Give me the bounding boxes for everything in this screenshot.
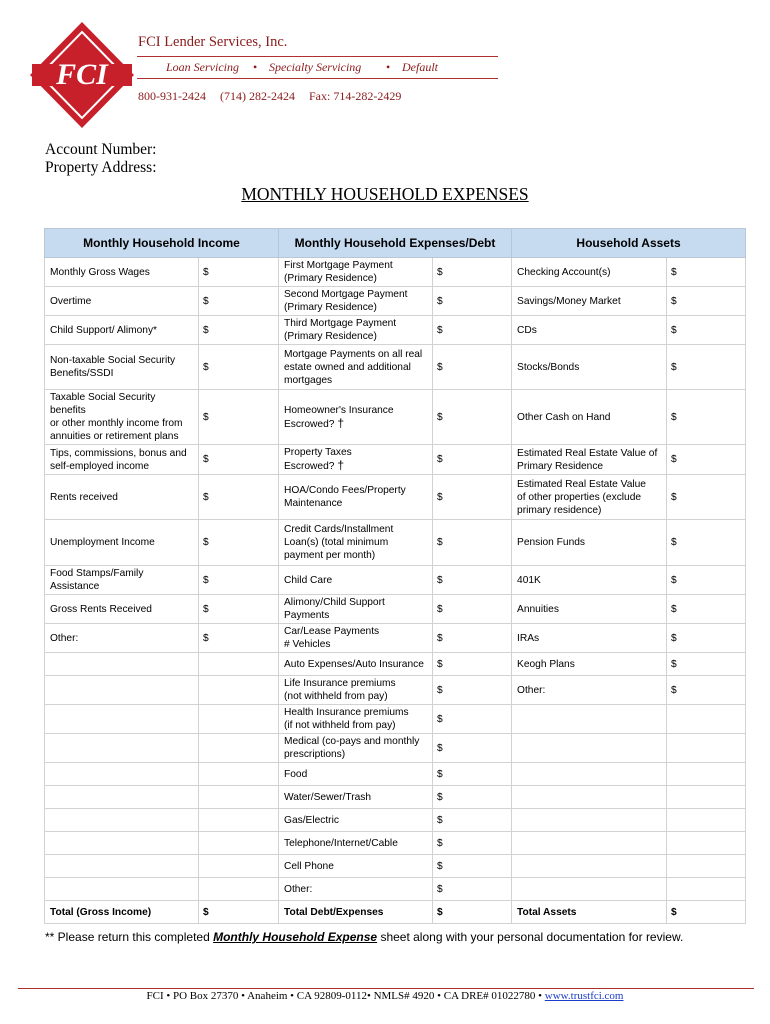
cell-text-line: Medical (co-pays and monthly [284,736,420,747]
cell-text-line: Alimony/Child Support [284,597,385,608]
expense-amount-field[interactable]: $ [433,520,512,566]
asset-label [512,595,667,624]
total-income-label: Total (Gross Income) [45,901,199,924]
asset-label [512,520,667,566]
total-assets-amount[interactable]: $ [667,901,746,924]
cell-text-line: mortgages [284,374,333,386]
income-amount-field[interactable]: $ [199,345,279,390]
asset-label [512,445,667,475]
page-title: MONTHLY HOUSEHOLD EXPENSES [241,184,529,204]
expense-amount-field[interactable]: $ [433,734,512,763]
expense-amount-field[interactable]: $ [433,786,512,809]
expense-amount-field[interactable]: $ [433,445,512,475]
cell-text-line: self-employed income [50,460,150,472]
expense-label [279,258,433,287]
cell-text-line: or other monthly income from [50,418,183,429]
note-prefix: ** Please return this completed [45,930,214,944]
cell-text-line: Other: [50,632,79,644]
cell-text-line: Primary Residence [517,460,604,472]
asset-label [512,475,667,520]
expense-label [279,705,433,734]
income-label [45,520,199,566]
income-label [45,345,199,390]
income-label [45,566,199,595]
asset-amount-field[interactable]: $ [667,676,746,705]
asset-amount-field[interactable]: $ [667,566,746,595]
asset-label [512,705,667,734]
service-bullet-1: • [253,60,258,74]
expense-label [279,734,433,763]
asset-label [512,624,667,653]
asset-amount-field[interactable]: $ [667,624,746,653]
income-amount-field[interactable]: $ [199,624,279,653]
cell-text-line: Telephone/Internet/Cable [284,837,398,849]
table-row [45,786,746,809]
note-suffix: sheet along with your personal documentation for review. [377,930,684,944]
phone-local: (714) 282-2424 [220,89,295,103]
cell-text-line: HOA/Condo Fees/Property [284,485,406,496]
cell-text-line: Overtime [50,295,92,307]
cell-text-line: primary residence) [517,504,602,516]
total-assets-label: Total Assets [512,901,667,924]
asset-amount-field [667,734,746,763]
cell-text-line: payment per month) [284,550,376,561]
dagger-icon: † [337,458,345,472]
contact-numbers [138,89,412,104]
table-row [45,390,746,445]
expense-amount-field[interactable]: $ [433,855,512,878]
asset-amount-field[interactable]: $ [667,345,746,390]
table-row [45,734,746,763]
expenses-table [44,228,746,924]
expense-amount-field[interactable]: $ [433,390,512,445]
income-amount-field[interactable]: $ [199,287,279,316]
income-amount-field [199,653,279,676]
cell-text-line: Homeowner's Insurance [284,404,394,416]
service-default: Default [402,60,438,74]
asset-label [512,653,667,676]
cell-text-line: CDs [517,324,537,336]
table-row [45,445,746,475]
cell-text-line: Property Taxes [284,447,352,458]
cell-text-line: Auto Expenses/Auto Insurance [284,658,424,670]
income-label [45,809,199,832]
asset-label [512,855,667,878]
cell-text-line: Water/Sewer/Trash [284,791,372,803]
income-amount-field [199,855,279,878]
expense-amount-field[interactable]: $ [433,345,512,390]
footer [0,990,770,1002]
income-amount-field[interactable]: $ [199,316,279,345]
income-header: Monthly Household Income [45,229,279,258]
cell-text-line: Non-taxable Social Security [50,355,176,366]
asset-amount-field[interactable]: $ [667,258,746,287]
cell-text-line: Cell Phone [284,860,334,872]
cell-text-line: Credit Cards/Installment [284,524,394,535]
asset-label [512,316,667,345]
expense-label [279,595,433,624]
dagger-icon: † [337,415,345,430]
expense-label [279,287,433,316]
cell-text-line: Pension Funds [517,537,585,548]
cell-text-line: Taxable Social Security benefits [50,392,156,416]
cell-text-line: Checking Account(s) [517,266,611,278]
expense-amount-field[interactable]: $ [433,676,512,705]
income-label [45,878,199,901]
asset-label [512,566,667,595]
expense-amount-field[interactable]: $ [433,566,512,595]
cell-text-line: Other Cash on Hand [517,411,611,423]
asset-amount-field [667,809,746,832]
cell-text-line: (Primary Residence) [284,331,377,342]
fax-number: Fax: 714-282-2429 [309,89,402,103]
income-amount-field[interactable]: $ [199,258,279,287]
asset-amount-field [667,832,746,855]
asset-label [512,390,667,445]
income-amount-field [199,878,279,901]
cell-text-line: (Primary Residence) [284,302,377,313]
asset-amount-field[interactable]: $ [667,445,746,475]
cell-text-line: Monthly Gross Wages [50,266,150,278]
table-row [45,287,746,316]
cell-text-line: Tips, commissions, bonus and [50,447,187,459]
expense-label [279,345,433,390]
cell-text-line: Child Care [284,574,333,586]
asset-amount-field[interactable]: $ [667,653,746,676]
table-row [45,705,746,734]
asset-amount-field [667,878,746,901]
expense-amount-field[interactable]: $ [433,809,512,832]
expense-label [279,624,433,653]
expense-label [279,653,433,676]
expense-amount-field[interactable]: $ [433,653,512,676]
cell-text-line: Other: [284,883,313,895]
cell-text-line: Benefits/SSDI [50,368,114,379]
cell-text-line: # Vehicles [284,639,331,650]
asset-amount-field [667,786,746,809]
cell-text-line: Keogh Plans [517,658,575,670]
asset-amount-field[interactable]: $ [667,520,746,566]
cell-text-line: Car/Lease Payments [284,626,380,637]
cell-text-line: Estimated Real Estate Value [517,478,646,490]
phone-toll-free: 800-931-2424 [138,89,206,103]
expense-label [279,855,433,878]
income-amount-field [199,809,279,832]
service-loan: Loan Servicing [166,60,239,74]
totals-row [45,901,746,924]
expenses-header: Monthly Household Expenses/Debt [279,229,512,258]
table-row [45,832,746,855]
asset-label [512,734,667,763]
expense-label [279,763,433,786]
cell-text-line: (if not withheld from pay) [284,720,396,731]
income-label [45,676,199,705]
logo-text: FCI [56,58,108,91]
expense-amount-field[interactable]: $ [433,832,512,855]
table-row [45,595,746,624]
table-row [45,566,746,595]
income-label [45,445,199,475]
cell-text-line: Other: [517,684,546,696]
expense-label [279,475,433,520]
expense-label [279,878,433,901]
income-amount-field[interactable]: $ [199,390,279,445]
expense-amount-field[interactable]: $ [433,763,512,786]
asset-label [512,832,667,855]
cell-text-line: Life Insurance premiums [284,678,396,689]
cell-text-line: Gross Rents Received [50,603,152,615]
income-amount-field [199,705,279,734]
table-row [45,676,746,705]
expense-amount-field[interactable]: $ [433,475,512,520]
income-label [45,763,199,786]
cell-text-line: First Mortgage Payment [284,260,393,271]
income-amount-field[interactable]: $ [199,566,279,595]
income-amount-field [199,786,279,809]
asset-label [512,287,667,316]
income-amount-field[interactable]: $ [199,520,279,566]
service-bullet-2: • [386,60,391,74]
table-row [45,809,746,832]
income-amount-field [199,734,279,763]
assets-header: Household Assets [512,229,746,258]
asset-label [512,809,667,832]
cell-text-line: Third Mortgage Payment [284,318,397,329]
total-income-amount[interactable]: $ [199,901,279,924]
income-label [45,855,199,878]
cell-text-line: (not withheld from pay) [284,691,388,702]
cell-text-line: Savings/Money Market [517,295,621,307]
cell-text-line: Unemployment Income [50,537,155,548]
asset-label [512,676,667,705]
asset-label [512,345,667,390]
expense-label [279,676,433,705]
income-label [45,287,199,316]
cell-text-line: annuities or retirement plans [50,431,179,442]
table-row [45,763,746,786]
table-row [45,345,746,390]
total-expenses-amount[interactable]: $ [433,901,512,924]
cell-text-line: 401K [517,574,541,586]
header-rule-top [137,56,498,57]
income-label [45,832,199,855]
expense-amount-field[interactable]: $ [433,316,512,345]
income-label [45,786,199,809]
table-row [45,258,746,287]
cell-text-line: Health Insurance premiums [284,707,409,718]
cell-text-line: Loan(s) (total minimum [284,537,389,548]
expense-amount-field[interactable]: $ [433,258,512,287]
asset-label [512,258,667,287]
income-label [45,734,199,763]
expense-label [279,566,433,595]
asset-amount-field [667,705,746,734]
asset-amount-field[interactable]: $ [667,475,746,520]
cell-text-line: Estimated Real Estate Value of [517,447,658,459]
asset-amount-field [667,763,746,786]
cell-text-line: estate owned and additional [284,361,411,373]
income-amount-field [199,676,279,705]
expense-label [279,786,433,809]
cell-text-line: Second Mortgage Payment [284,289,408,300]
income-amount-field[interactable]: $ [199,475,279,520]
table-row [45,653,746,676]
account-info [45,141,157,177]
income-label [45,475,199,520]
expense-label [279,316,433,345]
cell-text-line: Child Support/ Alimony* [50,324,158,336]
expense-amount-field[interactable]: $ [433,287,512,316]
cell-text-line: Annuities [517,603,559,615]
expense-amount-field[interactable]: $ [433,878,512,901]
cell-text-line: Escrowed? [284,461,335,472]
asset-amount-field[interactable]: $ [667,316,746,345]
header-rule-bottom [137,78,498,79]
income-label [45,258,199,287]
fci-logo [28,20,136,130]
asset-amount-field[interactable]: $ [667,595,746,624]
income-label [45,316,199,345]
cell-text-line: Mortgage Payments on all real [284,348,423,360]
income-amount-field[interactable]: $ [199,445,279,475]
footer-address: FCI • PO Box 27370 • Anaheim • CA 92809-0112• NMLS# 4920 • CA DRE# 01022780 • [146,990,545,1002]
cell-text-line: Payments [284,610,330,621]
income-label [45,653,199,676]
expense-amount-field[interactable]: $ [433,705,512,734]
table-row [45,475,746,520]
cell-text-line: of other properties (exclude [517,491,642,503]
income-amount-field[interactable]: $ [199,595,279,624]
table-row [45,520,746,566]
table-row [45,624,746,653]
property-address-label: Property Address: [45,159,157,176]
asset-amount-field[interactable]: $ [667,287,746,316]
expense-label [279,520,433,566]
asset-label [512,786,667,809]
cell-text-line: Food [284,768,308,780]
cell-text-line: Escrowed? [284,418,335,430]
cell-text-line: Maintenance [284,498,343,509]
cell-text-line: Food Stamps/Family Assistance [50,568,144,592]
expense-amount-field[interactable]: $ [433,624,512,653]
footer-rule [18,988,754,989]
expense-label [279,390,433,445]
website-link[interactable]: www.trustfci.com [544,990,624,1002]
income-label [45,595,199,624]
return-note [45,930,683,944]
cell-text-line: IRAs [517,632,540,644]
cell-text-line: prescriptions) [284,749,346,760]
income-amount-field [199,763,279,786]
expense-amount-field[interactable]: $ [433,595,512,624]
total-expenses-label: Total Debt/Expenses [279,901,433,924]
income-label [45,624,199,653]
cell-text-line: (Primary Residence) [284,273,377,284]
table-row [45,855,746,878]
cell-text-line: Rents received [50,491,118,503]
expense-label [279,832,433,855]
expense-label [279,445,433,475]
table-row [45,316,746,345]
income-label [45,390,199,445]
asset-amount-field[interactable]: $ [667,390,746,445]
income-amount-field [199,832,279,855]
cell-text-line: Stocks/Bonds [517,361,580,373]
cell-text-line: Gas/Electric [284,814,339,826]
table-row [45,878,746,901]
table-header-row [45,229,746,258]
account-number-label: Account Number: [45,141,157,158]
asset-label [512,763,667,786]
note-emphasis: Monthly Household Expense [213,930,378,944]
company-name: FCI Lender Services, Inc. [138,34,288,50]
expense-label [279,809,433,832]
service-specialty: Specialty Servicing [269,60,362,74]
income-label [45,705,199,734]
asset-amount-field [667,855,746,878]
asset-label [512,878,667,901]
